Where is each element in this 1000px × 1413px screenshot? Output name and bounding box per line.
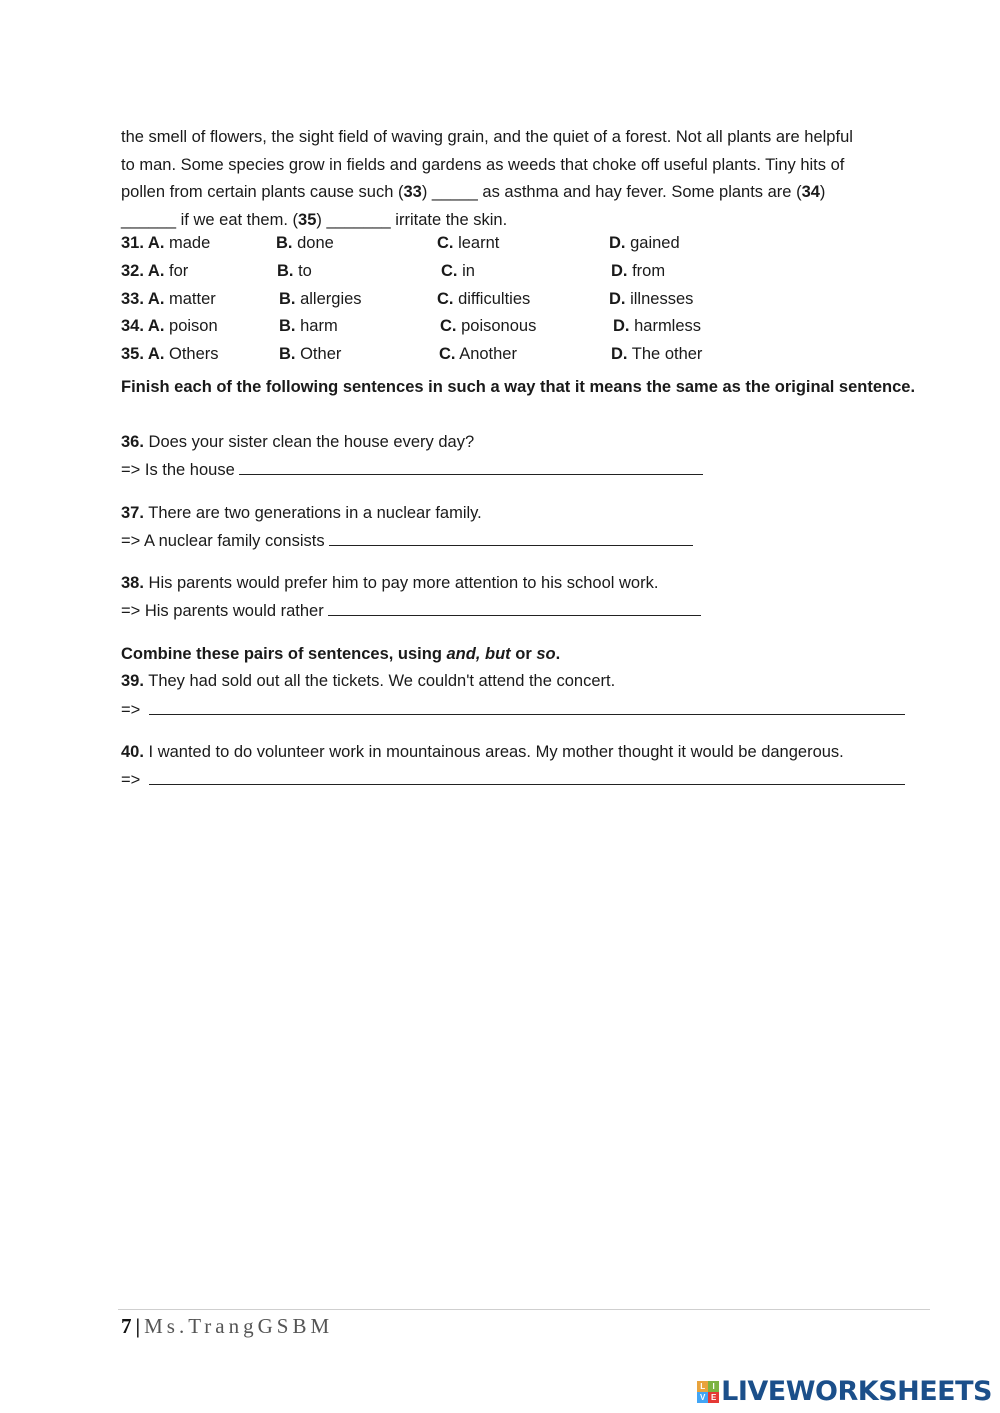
option-c[interactable]: C. poisonous	[440, 317, 537, 336]
option-b[interactable]: B. harm	[279, 317, 338, 336]
author-name: Ms.TrangGSBM	[144, 1314, 334, 1338]
option-c[interactable]: C. Another	[439, 345, 517, 364]
reading-passage	[121, 124, 926, 235]
answer-38: => His parents would rather	[121, 598, 701, 625]
question-row	[121, 345, 921, 373]
answer-37: => A nuclear family consists	[121, 528, 693, 555]
question-row	[121, 234, 921, 262]
question-40: 40. I wanted to do volunteer work in mountainous areas. My mother thought it would be dangerous.	[121, 743, 844, 761]
option-b[interactable]: B. allergies	[279, 289, 362, 308]
question-row	[121, 262, 921, 290]
option-a[interactable]: 35. A. Others	[121, 345, 219, 364]
passage-line: the smell of flowers, the sight field of waving grain, and the quiet of a forest. Not all plants are helpful	[121, 128, 853, 146]
question-row	[121, 290, 921, 318]
answer-37-blank[interactable]	[329, 531, 693, 546]
option-d[interactable]: D. harmless	[613, 317, 702, 336]
option-b[interactable]: B. Other	[279, 345, 342, 364]
brand-name: LIVEWORKSHEETS	[721, 1376, 992, 1407]
option-a[interactable]: 31. A. made	[121, 234, 211, 252]
question-37: 37. There are two generations in a nuclear family.	[121, 504, 482, 522]
gap-number-35: 35	[298, 211, 317, 230]
answer-36-blank[interactable]	[239, 460, 703, 475]
option-a[interactable]: 34. A. poison	[121, 317, 218, 336]
option-d[interactable]: D. The other	[611, 345, 703, 364]
liveworksheets-logo-icon: L I V E	[697, 1381, 719, 1403]
page-footer: 7 | Ms.TrangGSBM	[121, 1314, 334, 1338]
option-c[interactable]: C. learnt	[437, 234, 500, 252]
passage-line: pollen from certain plants cause such (33) _____ as asthma and hay fever. Some plants are (34)	[121, 183, 826, 202]
gap-number-34: 34	[801, 183, 820, 202]
liveworksheets-brand	[697, 1376, 992, 1407]
option-c[interactable]: C. difficulties	[437, 289, 531, 308]
footer-divider	[118, 1309, 930, 1310]
multiple-choice-options	[121, 234, 921, 373]
option-d[interactable]: D. illnesses	[609, 289, 694, 308]
passage-line: to man. Some species grow in fields and gardens as weeds that choke off useful plants. Tiny hits of	[121, 155, 845, 174]
section-instruction: Finish each of the following sentences in such a way that it means the same as the original sentence.	[121, 378, 916, 396]
option-a[interactable]: 33. A. matter	[121, 289, 216, 308]
answer-39: =>	[121, 697, 905, 724]
answer-39-blank[interactable]	[149, 700, 905, 715]
gap-number-33: 33	[403, 183, 422, 202]
answer-40-blank[interactable]	[149, 770, 905, 785]
passage-line: ______ if we eat them. (35) _______ irritate the skin.	[121, 211, 508, 230]
answer-40: =>	[121, 767, 905, 794]
question-38: 38. His parents would prefer him to pay more attention to his school work.	[121, 574, 659, 592]
answer-36: => Is the house	[121, 457, 703, 484]
question-39: 39. They had sold out all the tickets. We couldn't attend the concert.	[121, 672, 616, 690]
question-row	[121, 317, 921, 345]
option-b[interactable]: B. to	[277, 261, 312, 280]
option-b[interactable]: B. done	[276, 234, 334, 252]
page-number: 7	[121, 1314, 132, 1338]
option-d[interactable]: D. from	[611, 261, 666, 280]
option-c[interactable]: C. in	[441, 261, 475, 280]
option-a[interactable]: 32. A. for	[121, 261, 189, 280]
option-d[interactable]: D. gained	[609, 234, 680, 252]
section-instruction: Combine these pairs of sentences, using and, but or so.	[121, 645, 561, 663]
answer-38-blank[interactable]	[328, 601, 701, 616]
question-36: 36. Does your sister clean the house every day?	[121, 433, 475, 451]
